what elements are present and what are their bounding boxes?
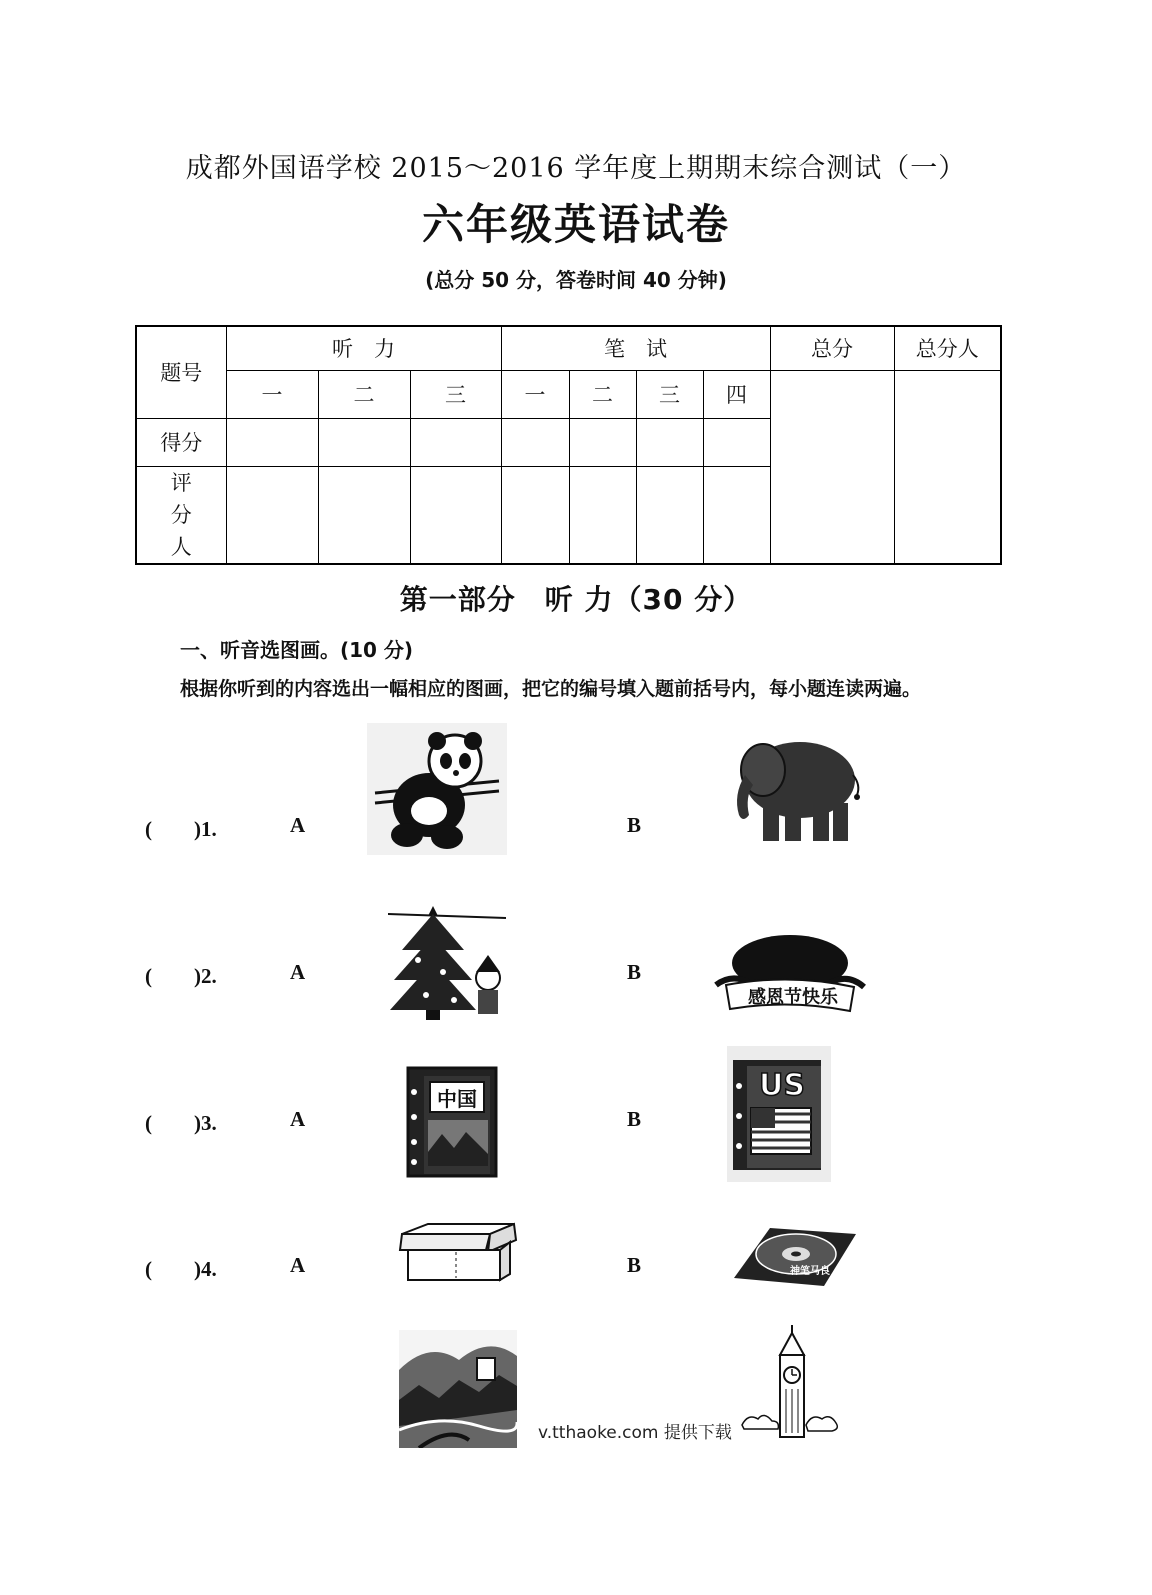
cd-text: 神笔马良 bbox=[790, 1266, 830, 1277]
row-grader-label: 评 分 人 bbox=[136, 466, 226, 564]
group-listening: 听 力 bbox=[226, 326, 501, 370]
box-icon bbox=[398, 1222, 518, 1284]
us-book-icon bbox=[727, 1046, 831, 1182]
question-number[interactable]: ( )4. bbox=[145, 1257, 217, 1281]
listening-col: 三 bbox=[410, 370, 501, 418]
thanksgiving-banner: 感恩节快乐 bbox=[748, 987, 838, 1008]
option-b-label: B bbox=[627, 960, 642, 984]
group-written: 笔 试 bbox=[501, 326, 770, 370]
exam-title: 六年级英语试卷 bbox=[421, 200, 730, 249]
written-col: 二 bbox=[569, 370, 636, 418]
total-label: 总分 bbox=[770, 326, 894, 370]
written-col: 四 bbox=[703, 370, 770, 418]
china-book-icon bbox=[404, 1062, 502, 1180]
school-line: 成都外国语学校 2015～2016 学年度上期期末综合测试（一） bbox=[185, 153, 967, 184]
exam-note: (总分 50 分，答卷时间 40 分钟) bbox=[425, 268, 727, 292]
question-number[interactable]: ( )3. bbox=[145, 1111, 217, 1135]
score-cell[interactable] bbox=[501, 418, 569, 466]
grader-cell[interactable] bbox=[636, 466, 703, 564]
section1-title: 一、听音选图画。(10 分) bbox=[180, 638, 414, 662]
row-score-label: 得分 bbox=[136, 418, 226, 466]
score-cell[interactable] bbox=[318, 418, 410, 466]
total-person-label: 总分人 bbox=[894, 326, 1001, 370]
christmas-tree-icon bbox=[388, 900, 506, 1022]
score-cell[interactable] bbox=[410, 418, 501, 466]
option-b-label: B bbox=[627, 813, 642, 837]
elephant-icon bbox=[725, 735, 865, 850]
cd-icon bbox=[730, 1220, 860, 1288]
total-person-cell[interactable] bbox=[894, 370, 1001, 564]
grader-cell[interactable] bbox=[410, 466, 501, 564]
option-b-label: B bbox=[627, 1253, 642, 1277]
section1-instruction: 根据你听到的内容选出一幅相应的图画，把它的编号填入题前括号内，每小题连读两遍。 bbox=[180, 678, 922, 700]
written-col: 一 bbox=[501, 370, 569, 418]
score-cell[interactable] bbox=[703, 418, 770, 466]
grader-cell[interactable] bbox=[569, 466, 636, 564]
score-cell[interactable] bbox=[636, 418, 703, 466]
footer-watermark: v.tthaoke.com 提供下载 bbox=[538, 1423, 732, 1443]
col-label-cell: 题号 bbox=[136, 326, 226, 418]
us-book-text: US bbox=[759, 1068, 805, 1103]
score-cell[interactable] bbox=[569, 418, 636, 466]
grader-cell[interactable] bbox=[318, 466, 410, 564]
great-wall-icon bbox=[399, 1330, 517, 1448]
grader-cell[interactable] bbox=[501, 466, 569, 564]
listening-col: 二 bbox=[318, 370, 410, 418]
grader-cell[interactable] bbox=[226, 466, 318, 564]
option-a-label: A bbox=[290, 1107, 306, 1131]
option-a-label: A bbox=[290, 960, 306, 984]
thanksgiving-turkey-icon bbox=[712, 925, 867, 1020]
question-number[interactable]: ( )1. bbox=[145, 817, 217, 841]
panda-icon bbox=[367, 723, 507, 855]
total-cell[interactable] bbox=[770, 370, 894, 564]
option-a-label: A bbox=[290, 813, 306, 837]
big-ben-icon bbox=[740, 1325, 840, 1440]
score-cell[interactable] bbox=[226, 418, 318, 466]
written-col: 三 bbox=[636, 370, 703, 418]
part1-title: 第一部分 听 力（30 分） bbox=[399, 583, 753, 616]
option-b-label: B bbox=[627, 1107, 642, 1131]
option-a-label: A bbox=[290, 1253, 306, 1277]
grader-cell[interactable] bbox=[703, 466, 770, 564]
listening-col: 一 bbox=[226, 370, 318, 418]
score-table bbox=[135, 325, 1002, 565]
question-number[interactable]: ( )2. bbox=[145, 964, 217, 988]
china-book-text: 中国 bbox=[437, 1087, 477, 1111]
